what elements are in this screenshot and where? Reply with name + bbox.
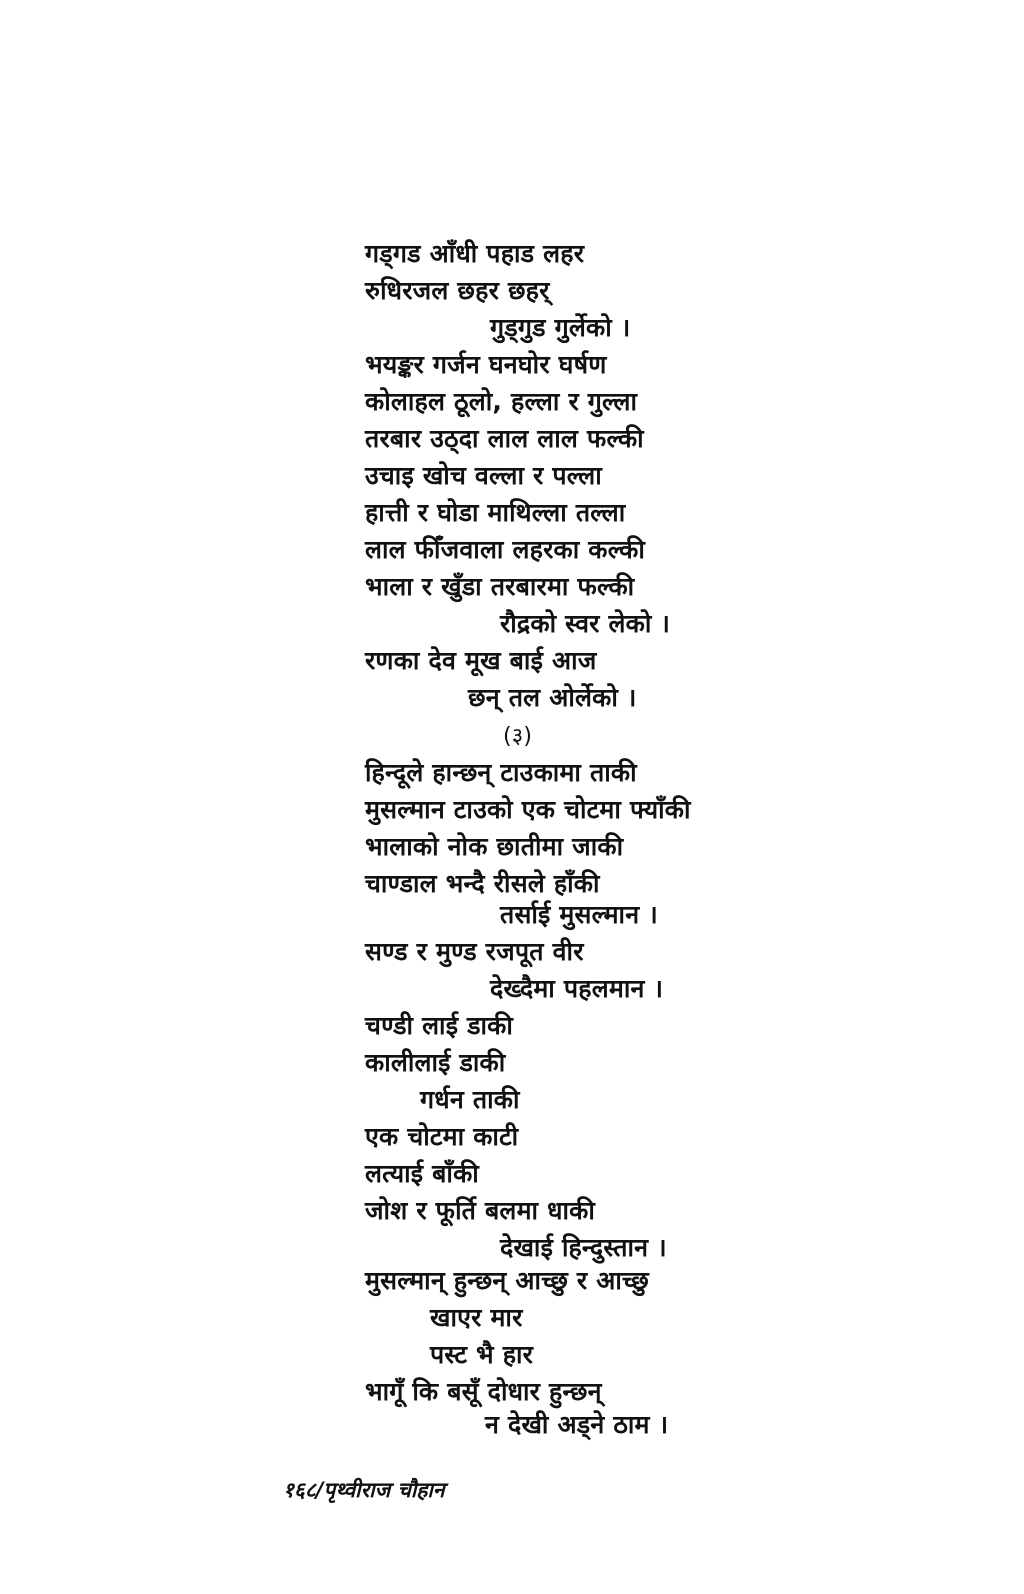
section-number: (३) <box>503 724 533 749</box>
poem-line: रौद्रको स्वर लेको । <box>500 609 671 638</box>
poem-line: भालाको नोक छातीमा जाकी <box>365 832 624 861</box>
poem-line: खाएर मार <box>430 1303 523 1332</box>
poem-line: गड्गड आँधी पहाड लहर <box>365 239 585 268</box>
poem-line: भागूँ कि बसूँ दोधार हुन्छन् <box>365 1377 602 1406</box>
poem-line: रुधिरजल छहर छहर् <box>365 276 550 305</box>
poem-line: देखाई हिन्दुस्तान । <box>500 1233 667 1262</box>
poem-line: मुसल्मान टाउको एक चोटमा फ्याँकी <box>365 795 691 824</box>
poem-line: हात्ती र घोडा माथिल्ला तल्ला <box>365 498 626 527</box>
poem-line: मुसल्मान् हुन्छन् आच्छु र आच्छु <box>365 1266 649 1295</box>
poem-line: रणका देव मूख बाई आज <box>365 646 597 675</box>
poem-line: चाण्डाल भन्दै रीसले हाँकी <box>365 869 600 898</box>
poem-line: कालीलाई डाकी <box>365 1048 506 1077</box>
poem-line: तर्साई मुसल्मान । <box>500 900 658 929</box>
poem-line: भाला र खुँडा तरबारमा फल्की <box>365 572 635 601</box>
poem-line: छन् तल ओर्लेको । <box>468 683 637 712</box>
poem-line: उचाइ खोच वल्ला र पल्ला <box>365 461 602 490</box>
poem-line: कोलाहल ठूलो, हल्ला र गुल्ला <box>365 387 638 416</box>
poem-line: न देखी अड्ने ठाम । <box>485 1410 669 1439</box>
poem-line: चण्डी लाई डाकी <box>365 1011 514 1040</box>
poem-line: एक चोटमा काटी <box>365 1122 519 1151</box>
poem-line: भयङ्कर गर्जन घनघोर घर्षण <box>365 350 607 379</box>
poem-line: जोश र फूर्ति बलमा धाकी <box>365 1196 596 1225</box>
poem-line: गर्धन ताकी <box>420 1085 520 1114</box>
poem-line: हिन्दूले हान्छन् टाउकामा ताकी <box>365 758 637 787</box>
poem-line: सण्ड र मुण्ड रजपूत वीर <box>365 937 584 966</box>
poem-line: लत्याई बाँकी <box>365 1159 479 1188</box>
poem-line: गुड्गुड गुर्लेको । <box>490 313 631 342</box>
poem-line: तरबार उठ्दा लाल लाल फल्की <box>365 424 644 453</box>
poem-line: देख्दैमा पहलमान । <box>490 974 664 1003</box>
poem-line: पस्ट भै हार <box>430 1340 534 1369</box>
poem-line: लाल फीँजवाला लहरका कल्की <box>365 535 646 564</box>
page-footer: १६८/पृथ्वीराज चौहान <box>283 1478 445 1502</box>
